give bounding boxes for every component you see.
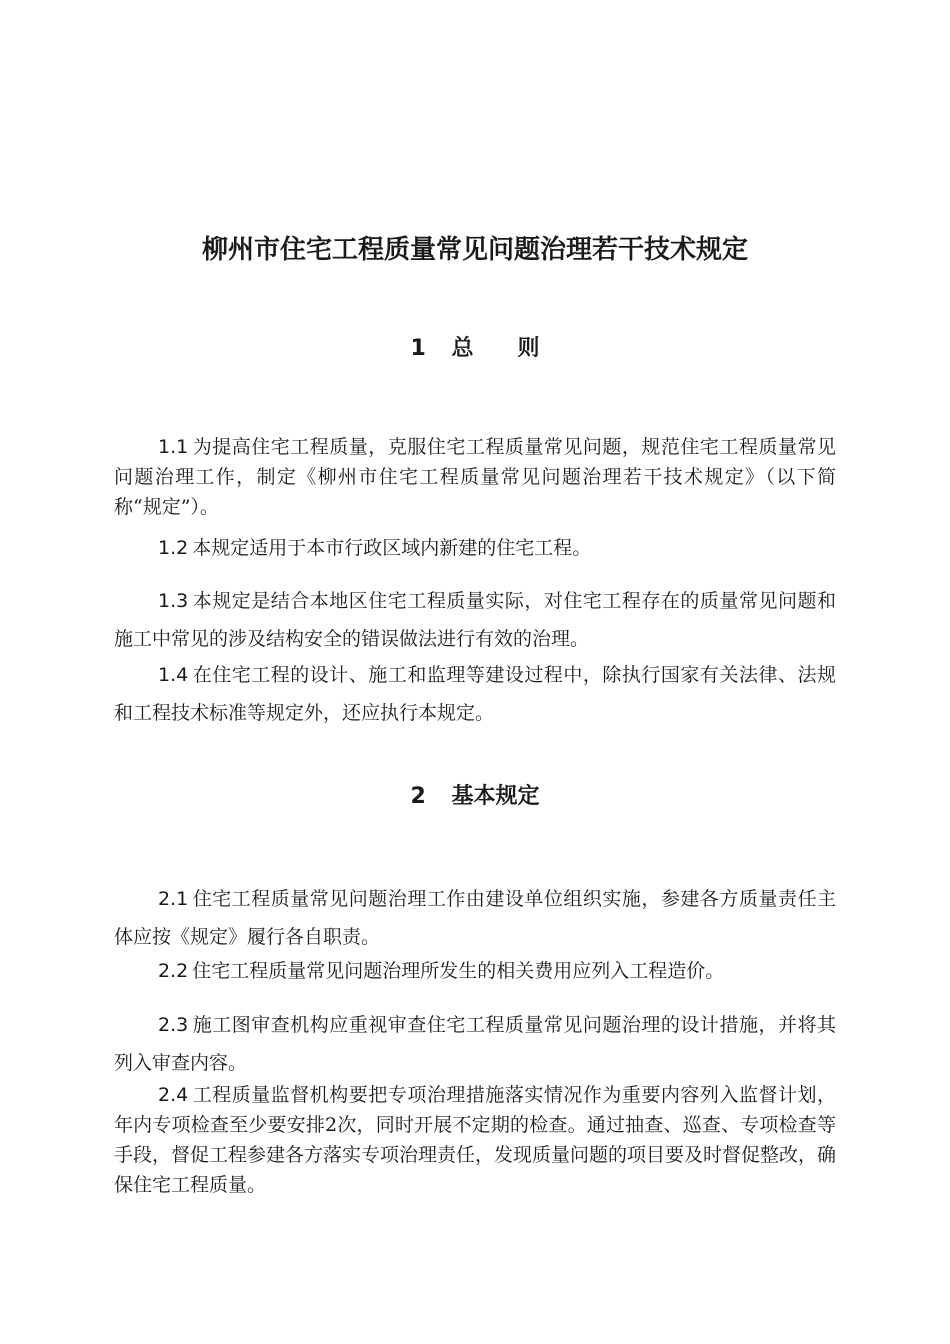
paragraph-1-2 [114, 533, 836, 563]
paragraph-number: 2.2 [158, 960, 189, 982]
paragraph-number: 2.3 [158, 1014, 189, 1036]
paragraph-1-1 [114, 432, 836, 522]
paragraph-2-4 [114, 1080, 836, 1200]
paragraph-text: 施工图审查机构应重视审查住宅工程质量常见问题治理的设计措施，并将其列入审查内容。 [114, 1014, 836, 1074]
paragraph-1-4 [114, 656, 836, 732]
section-number: 2 [410, 784, 426, 809]
paragraph-number: 2.4 [158, 1084, 189, 1106]
paragraph-2-1 [114, 880, 836, 956]
paragraph-1-3 [114, 582, 836, 658]
paragraph-2-3 [114, 1006, 836, 1082]
paragraph-text: 本规定适用于本市行政区域内新建的住宅工程。 [192, 537, 592, 559]
paragraph-number: 1.3 [158, 590, 189, 612]
paragraph-text: 在住宅工程的设计、施工和监理等建设过程中，除执行国家有关法律、法规和工程技术标准等规定外，还应执行本规定。 [114, 664, 836, 724]
section-heading-2 [0, 782, 950, 812]
section-number: 1 [410, 336, 426, 361]
paragraph-text: 为提高住宅工程质量，克服住宅工程质量常见问题，规范住宅工程质量常见问题治理工作，制定《柳州市住宅工程质量常见问题治理若干技术规定》（以下简称“规定”）。 [114, 436, 836, 518]
paragraph-text: 工程质量监督机构要把专项治理措施落实情况作为重要内容列入监督计划，年内专项检查至少要安排2次，同时开展不定期的检查。通过抽查、巡查、专项检查等手段，督促工程参建各方落实专项治理责任，发现质量问题的项目要及时督促整改，确保住宅工程质量。 [114, 1084, 837, 1196]
document-title: 柳州市住宅工程质量常见问题治理若干技术规定 [201, 235, 748, 265]
section-title: 总则 [451, 336, 584, 361]
section-heading-1 [0, 334, 950, 364]
paragraph-number: 1.4 [158, 664, 189, 686]
paragraph-number: 2.1 [158, 888, 189, 910]
paragraph-text: 住宅工程质量常见问题治理工作由建设单位组织实施，参建各方质量责任主体应按《规定》履行各自职责。 [114, 888, 836, 948]
paragraph-number: 1.2 [158, 537, 189, 559]
paragraph-text: 住宅工程质量常见问题治理所发生的相关费用应列入工程造价。 [192, 960, 725, 982]
section-title: 基本规定 [451, 784, 540, 809]
paragraph-text: 本规定是结合本地区住宅工程质量实际，对住宅工程存在的质量常见问题和施工中常见的涉及结构安全的错误做法进行有效的治理。 [114, 590, 836, 650]
paragraph-2-2 [114, 956, 836, 986]
paragraph-number: 1.1 [158, 436, 189, 458]
